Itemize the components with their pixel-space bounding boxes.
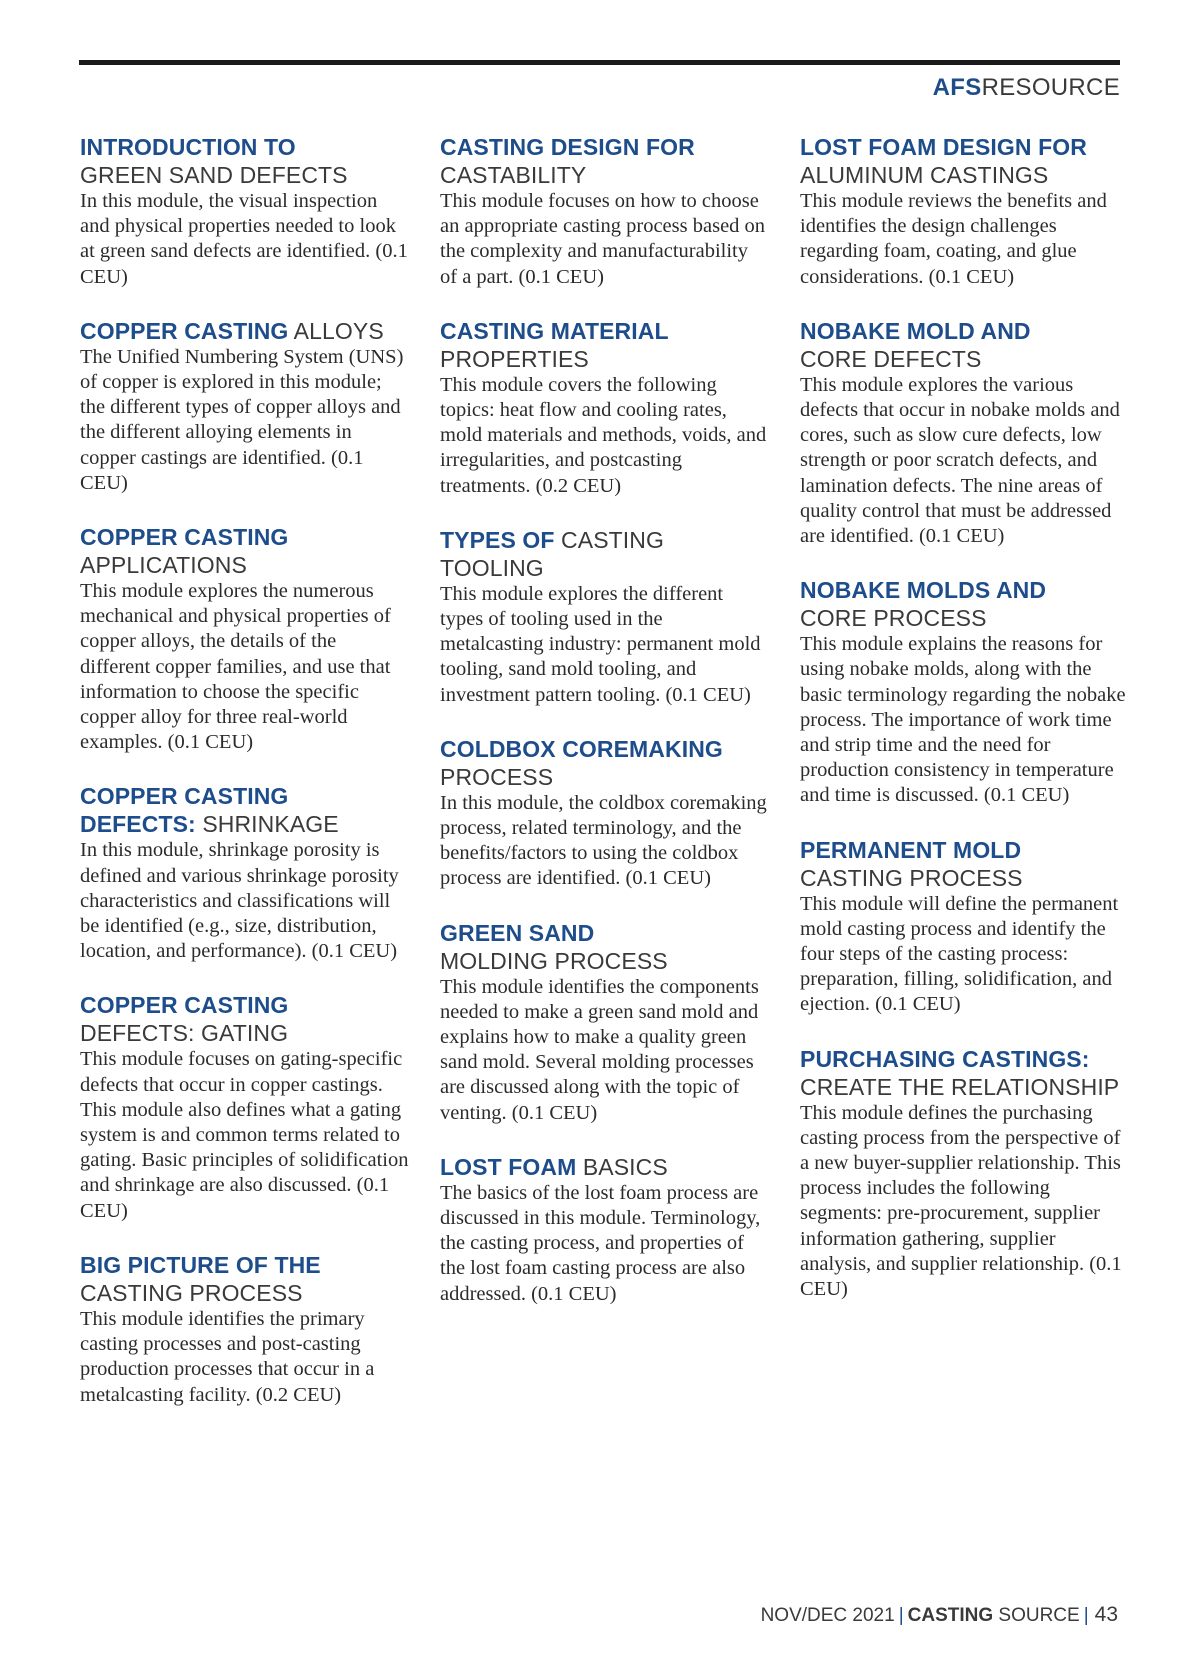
column-3 <box>800 133 1130 1329</box>
module-title-light: CORE PROCESS <box>800 605 987 632</box>
magazine-name-light: SOURCE <box>998 1605 1080 1626</box>
module-title <box>80 782 410 838</box>
module-description: This module reviews the benefits and identifies the design challenges regarding foam, coating, and glue considerations. (0.1 CEU) <box>800 190 1107 288</box>
module-title-light: CORE DEFECTS <box>800 345 982 372</box>
module-title <box>440 133 770 189</box>
module-description: This module focuses on gating-specific defects that occur in copper castings. This module also defines what a gating system is and common terms related to gating. Basic principles of solidification and shrinkage are also discussed. (0.1 CEU) <box>80 1048 409 1222</box>
footer-separator: | <box>898 1605 904 1626</box>
module-title <box>440 919 770 975</box>
module-description: In this module, shrinkage porosity is defined and various shrinkage porosity characteristics and classifications will be identified (e.g., size, distribution, location, and performance). (0.1 CEU) <box>80 839 399 963</box>
module-title <box>800 576 1130 632</box>
module-title-light: CASTING TOOLING <box>440 526 664 581</box>
module-title-light: CASTING PROCESS <box>80 1279 303 1306</box>
module-description: The Unified Numbering System (UNS) of copper is explored in this module; the different types of copper alloys and the different alloying elements in copper castings are identified. (0.1 CEU) <box>80 345 404 494</box>
module-title <box>80 317 410 345</box>
module-title-bold: NOBAKE MOLDS AND <box>800 577 1047 604</box>
module-title-bold: INTRODUCTION TO <box>80 134 296 160</box>
module-description: This module focuses on how to choose an appropriate casting process based on the complexity and manufacturability of a part. (0.1 CEU) <box>440 190 766 288</box>
column-1 <box>80 133 410 1435</box>
module-title-bold: BIG PICTURE OF THE <box>80 1251 321 1278</box>
module-title <box>80 523 410 579</box>
module-title <box>440 735 770 791</box>
module-title-bold: GREEN SAND <box>440 919 595 946</box>
module-lost-foam-basics <box>440 1153 770 1307</box>
module-description: In this module, the coldbox coremaking process, related terminology, and the benefits/factors to using the coldbox process are identified. (0.1 CEU) <box>440 791 767 890</box>
module-design-castability <box>440 133 770 290</box>
module-description: This module covers the following topics: heat flow and cooling rates, mold materials and methods, voids, and irregularities, and postcasting treatments. (0.2 CEU) <box>440 373 767 497</box>
module-title-light: CASTABILITY <box>440 162 587 188</box>
module-title <box>80 133 410 189</box>
module-material-properties <box>440 317 770 499</box>
module-title <box>440 526 770 582</box>
module-casting-tooling <box>440 526 770 708</box>
module-copper-applications <box>80 523 410 755</box>
module-title <box>80 1251 410 1307</box>
module-description: In this module, the visual inspection and physical properties needed to look at green sand defects are identified. (0.1 CEU) <box>80 190 408 288</box>
module-title-bold: PURCHASING CASTINGS: <box>800 1045 1090 1072</box>
module-copper-gating <box>80 991 410 1223</box>
module-title <box>800 836 1130 892</box>
magazine-name-bold: CASTING <box>907 1605 994 1626</box>
module-permanent-mold <box>800 836 1130 1018</box>
section-tag-bold: AFS <box>932 74 982 101</box>
module-description: This module explores the numerous mechanical and physical properties of copper alloys, the details of the different copper families, and use that information to choose the specific copper alloy for three real-world examples. (0.1 CEU) <box>80 580 391 754</box>
module-title-light: PROCESS <box>440 763 554 790</box>
module-description: The basics of the lost foam process are discussed in this module. Terminology, the casting process, and properties of the lost foam casting process are also addressed. (0.1 CEU) <box>440 1181 761 1305</box>
module-title-bold: NOBAKE MOLD AND <box>800 317 1031 344</box>
module-title-light: PROPERTIES <box>440 345 589 372</box>
module-title-bold: COPPER CASTING DEFECTS: <box>80 783 289 838</box>
module-title <box>800 133 1130 189</box>
module-title-light: GREEN SAND DEFECTS <box>80 162 348 188</box>
section-tag <box>933 74 1120 102</box>
module-title-light: SHRINKAGE <box>202 811 339 838</box>
module-title <box>80 991 410 1047</box>
issue-date: NOV/DEC 2021 <box>760 1605 895 1626</box>
top-rule <box>79 60 1120 65</box>
module-title-bold: CASTING MATERIAL <box>440 317 669 344</box>
module-title-bold: COLDBOX COREMAKING <box>440 735 723 762</box>
module-title-bold: COPPER CASTING <box>80 524 289 551</box>
module-title <box>440 317 770 373</box>
module-title-bold: PERMANENT MOLD <box>800 836 1022 863</box>
module-coldbox <box>440 735 770 892</box>
module-nobake-defects <box>800 317 1130 549</box>
module-description: This module will define the permanent mold casting process and identify the four steps of the casting process: preparation, filling, solidification, and ejection. (0.1 CEU) <box>800 892 1119 1016</box>
module-title <box>800 1045 1130 1101</box>
column-2 <box>440 133 770 1334</box>
module-copper-shrinkage <box>80 782 410 964</box>
module-title-light: BASICS <box>582 1153 668 1180</box>
module-title <box>440 1153 770 1181</box>
module-title-light: APPLICATIONS <box>80 552 247 579</box>
module-title-bold: LOST FOAM DESIGN FOR <box>800 134 1087 160</box>
module-purchasing <box>800 1045 1130 1303</box>
module-nobake-process <box>800 576 1130 808</box>
module-description: This module defines the purchasing casting process from the perspective of a new buyer-supplier relationship. This process includes the following segments: pre-procurement, supplier information gathering, supplier analysis, and supplier relationship. (0.1 CEU) <box>800 1101 1122 1301</box>
module-description: This module identifies the primary casting processes and post-casting production processes that occur in a metalcasting facility. (0.2 CEU) <box>80 1307 375 1406</box>
section-tag-light: RESOURCE <box>981 74 1120 101</box>
module-title-light: DEFECTS: GATING <box>80 1020 289 1047</box>
module-title-light: ALLOYS <box>293 317 384 344</box>
module-description: This module explores the different types of tooling used in the metalcasting industry: permanent mold tooling, sand mold tooling, and investment pattern tooling. (0.1 CEU) <box>440 582 761 706</box>
module-lost-foam-design <box>800 133 1130 290</box>
module-intro-green-sand <box>80 133 410 290</box>
module-big-picture <box>80 1251 410 1408</box>
module-title-bold: COPPER CASTING <box>80 992 289 1019</box>
module-title <box>800 317 1130 373</box>
footer-separator-2: | <box>1083 1605 1089 1626</box>
page-footer <box>761 1603 1118 1627</box>
module-title-light: MOLDING PROCESS <box>440 947 668 974</box>
module-copper-alloys <box>80 317 410 496</box>
page-number: 43 <box>1094 1603 1118 1626</box>
module-description: This module identifies the components needed to make a green sand mold and explains how to make a quality green sand mold. Several molding processes are discussed along with the topic of venting. (0.1 CEU) <box>440 975 759 1124</box>
module-description: This module explains the reasons for using nobake molds, along with the basic terminology regarding the nobake process. The importance of work time and strip time and the need for production consistency in temperature and time is discussed. (0.1 CEU) <box>800 633 1126 807</box>
module-title-light: CREATE THE RELATIONSHIP <box>800 1073 1120 1100</box>
module-title-bold: COPPER CASTING <box>80 317 289 344</box>
module-title-light: CASTING PROCESS <box>800 864 1023 891</box>
module-title-light: ALUMINUM CASTINGS <box>800 162 1049 188</box>
module-title-bold: TYPES OF <box>440 526 555 553</box>
module-title-bold: LOST FOAM <box>440 1153 577 1180</box>
module-description: This module explores the various defects that occur in nobake molds and cores, such as slow cure defects, low strength or poor scratch defects, and lamination defects. The nine areas of quality control that must be addressed are identified. (0.1 CEU) <box>800 373 1120 548</box>
module-title-bold: CASTING DESIGN FOR <box>440 134 695 160</box>
module-green-sand-molding <box>440 919 770 1126</box>
